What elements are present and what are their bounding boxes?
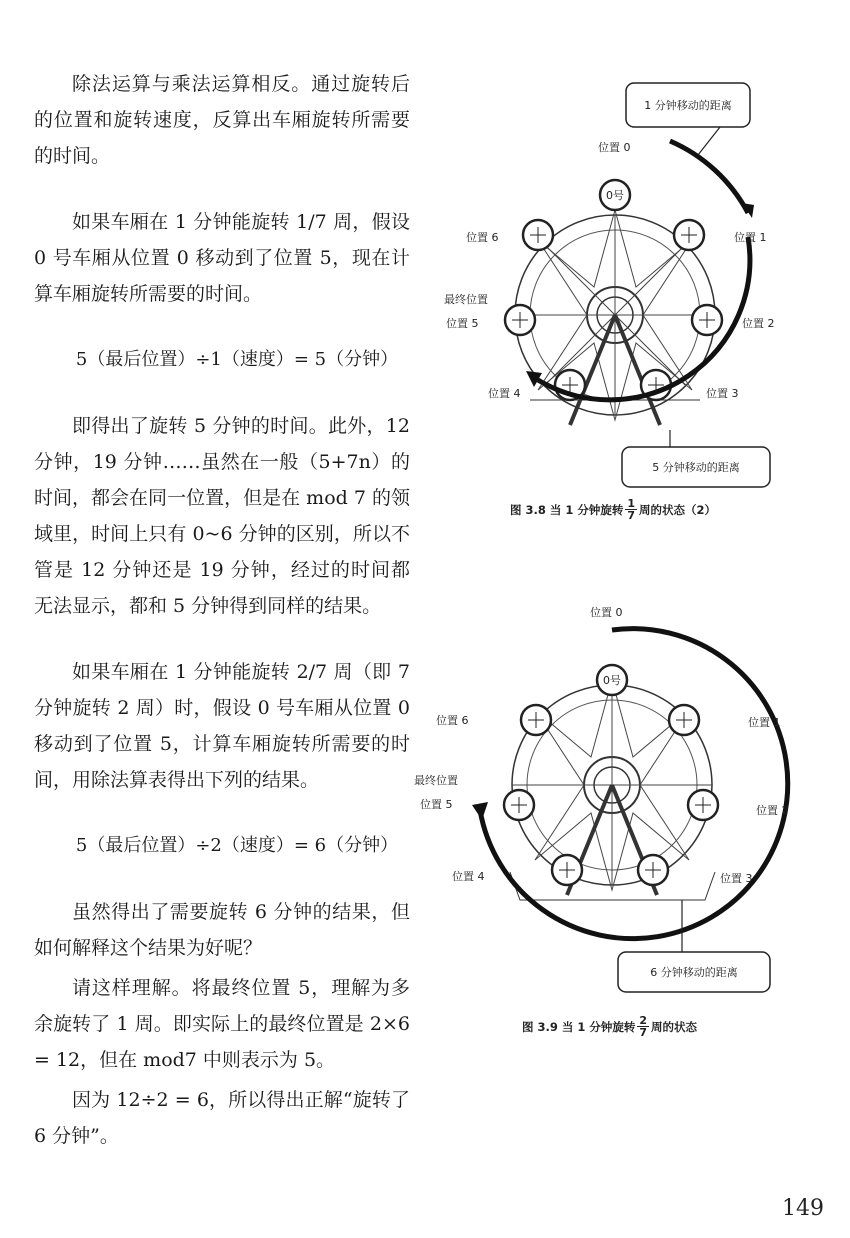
car-0-label-2: 0号	[603, 674, 621, 687]
fig2-pos5: 位置 5	[420, 798, 453, 811]
paragraph-6: 请这样理解。将最终位置 5，理解为多余旋转了 1 周。即实际上的最终位置是 2×6 = 12，但在 mod7 中则表示为 5。	[34, 977, 410, 1071]
fig1-pos0: 位置 0	[598, 141, 631, 154]
paragraph-1: 除法运算与乘法运算相反。通过旋转后的位置和旋转速度，反算出车厢旋转所需要的时间。	[34, 73, 410, 167]
paragraph-7: 因为 12÷2 = 6，所以得出正解“旋转了 6 分钟”。	[34, 1089, 410, 1147]
arrow-1-min	[670, 141, 748, 213]
caption-2-fraction	[637, 1015, 649, 1038]
fig1-pos2: 位置 2	[742, 317, 775, 330]
fig1-pos1: 位置 1	[734, 231, 767, 244]
fig2-pos1: 位置 1	[748, 716, 781, 729]
fig2-final: 最终位置	[414, 774, 458, 787]
caption-1-suffix: 周的状态（2）	[639, 502, 717, 517]
ferris-wheel	[505, 180, 722, 425]
caption-2-denominator: 7	[639, 1026, 648, 1039]
paragraph-2: 如果车厢在 1 分钟能旋转 1/7 周，假设 0 号车厢从位置 0 移动到了位置 5，现在计算车厢旋转所需要的时间。	[34, 211, 410, 305]
ferris-wheel-diagram-1	[430, 75, 830, 495]
page-number: 149	[782, 1196, 824, 1221]
caption-2-numerator: 2	[639, 1014, 648, 1027]
caption-1-prefix: 图 3.8 当 1 分钟旋转	[510, 502, 624, 517]
caption-2-suffix: 周的状态	[651, 1019, 698, 1034]
fig1-pos5: 位置 5	[446, 317, 479, 330]
car-0-label: 0号	[606, 189, 624, 202]
fig1-final: 最终位置	[444, 293, 488, 306]
ferris-wheel-2	[504, 665, 718, 900]
paragraph-3: 即得出了旋转 5 分钟的时间。此外，12 分钟，19 分钟……虽然在一般（5+7n）的时间，都会在同一位置，但是在 mod 7 的领域里，时间上只有 0~6 分钟的区别，所以不管是 12 分钟还是 19 分钟，经过的时间都无法显示，都和 5 分钟得到同样的结果。	[34, 415, 410, 617]
body-text	[34, 66, 410, 1154]
figure-3-8	[430, 75, 830, 495]
paragraph-5: 虽然得出了需要旋转 6 分钟的结果，但如何解释这个结果为好呢？	[34, 901, 410, 959]
figure-3-8-caption	[510, 498, 716, 521]
callout-bottom-text: 5 分钟移动的距离	[652, 461, 740, 474]
caption-1-numerator: 1	[627, 497, 636, 510]
fig2-pos2: 位置 2	[756, 804, 789, 817]
caption-1-fraction	[625, 498, 637, 521]
fig2-pos0: 位置 0	[590, 606, 623, 619]
fig1-pos4: 位置 4	[488, 387, 521, 400]
paragraph-4: 如果车厢在 1 分钟能旋转 2/7 周（即 7 分钟旋转 2 周）时，假设 0 号车厢从位置 0 移动到了位置 5，计算车厢旋转所需要的时间，用除法算表得出下列的结果。	[34, 661, 410, 791]
figure-3-9-caption	[522, 1015, 697, 1038]
fig1-pos6: 位置 6	[466, 231, 499, 244]
formula-2: 5（最后位置）÷2（速度）= 6（分钟）	[75, 835, 399, 856]
caption-2-prefix: 图 3.9 当 1 分钟旋转	[522, 1019, 636, 1034]
fig1-pos3: 位置 3	[706, 387, 739, 400]
callout-top-text: 1 分钟移动的距离	[644, 99, 732, 112]
ferris-wheel-diagram-2	[410, 600, 830, 1000]
fig2-pos4: 位置 4	[452, 870, 485, 883]
arrow-6-min	[480, 629, 788, 939]
formula-1: 5（最后位置）÷1（速度）= 5（分钟）	[75, 349, 399, 370]
fig2-pos6: 位置 6	[436, 714, 469, 727]
callout-bottom-text-2: 6 分钟移动的距离	[650, 966, 738, 979]
figure-3-9	[410, 600, 830, 1000]
fig2-pos3: 位置 3	[720, 872, 753, 885]
caption-1-denominator: 7	[627, 509, 636, 522]
